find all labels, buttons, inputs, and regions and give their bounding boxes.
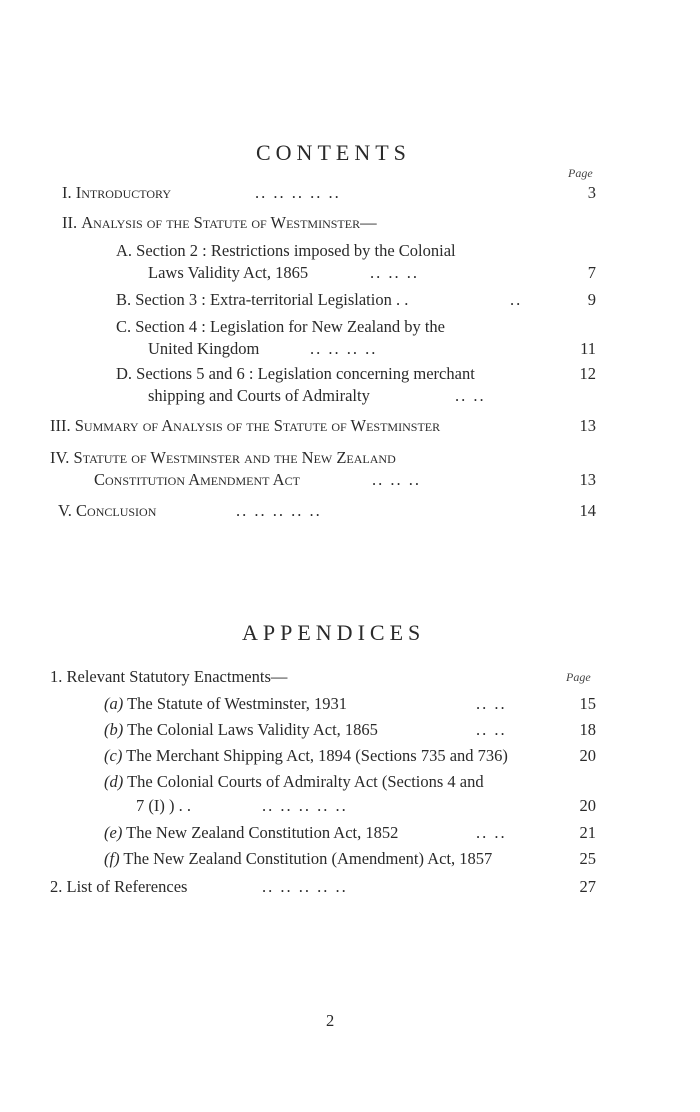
- contents-heading: CONTENTS: [256, 140, 411, 165]
- toc-title: Summary of Analysis of the Statute of Westminster: [74, 416, 441, 435]
- appendix-sub-item-b: [104, 719, 378, 741]
- toc-sub-entry-d-line2: shipping and Courts of Admiralty: [148, 386, 370, 405]
- appendix-text: The Merchant Shipping Act, 1894 (Sections 735 and 736): [126, 746, 508, 765]
- toc-leader-dots: .. .. ..: [370, 263, 419, 282]
- toc-leader-dots: .. ..: [455, 386, 486, 405]
- toc-numeral: II.: [62, 213, 78, 232]
- appendix-page-number: 25: [579, 849, 596, 868]
- appendix-page-number: 18: [579, 720, 596, 739]
- toc-page-number: 11: [580, 339, 596, 358]
- appendix-letter: (f): [104, 849, 120, 868]
- appendix-letter: (d): [104, 772, 124, 791]
- appendix-sub-item-a: [104, 693, 347, 715]
- toc-page-number: 14: [579, 501, 596, 520]
- appendix-leader-dots: .. .. .. .. ..: [262, 877, 348, 896]
- appendix-sub-item-e: [104, 822, 398, 844]
- toc-entry-analysis: [62, 212, 377, 234]
- appendix-page-number: 20: [579, 746, 596, 765]
- appendix-leader-dots: .. ..: [476, 720, 507, 739]
- toc-numeral: IV.: [50, 448, 70, 467]
- appendix-text: The New Zealand Constitution (Amendment) Act, 1857: [123, 849, 493, 868]
- toc-entry-introductory: [62, 182, 171, 204]
- toc-page-number: 12: [579, 364, 596, 383]
- appendices-heading: APPENDICES: [242, 620, 426, 645]
- toc-page-number: 3: [587, 183, 596, 202]
- toc-title: Conclusion: [76, 501, 157, 520]
- appendix-leader-dots: .. .. .. .. ..: [262, 796, 348, 815]
- appendix-letter: (b): [104, 720, 124, 739]
- appendix-text: The Colonial Courts of Admiralty Act (Sections 4 and: [127, 772, 484, 791]
- appendix-letter: (c): [104, 746, 123, 765]
- toc-sub-entry-b-line1: B. Section 3 : Extra-territorial Legislation . .: [116, 290, 409, 309]
- footer-page-number: 2: [326, 1011, 335, 1030]
- toc-entry-statute-line2: [94, 469, 300, 491]
- appendix-text: The New Zealand Constitution Act, 1852: [126, 823, 399, 842]
- toc-page-number: 9: [587, 290, 596, 309]
- toc-entry-summary: [50, 415, 440, 437]
- toc-page-number: 13: [579, 416, 596, 435]
- toc-numeral: I.: [62, 183, 72, 202]
- appendix-text: The Statute of Westminster, 1931: [127, 694, 348, 713]
- toc-numeral: III.: [50, 416, 71, 435]
- appendix-page-number: 20: [579, 796, 596, 815]
- toc-leader-dots: .. .. ..: [372, 470, 421, 489]
- toc-sub-entry-a-line2: Laws Validity Act, 1865: [148, 263, 309, 282]
- toc-sub-entry-d-line1: D. Sections 5 and 6 : Legislation concerning merchant: [116, 364, 475, 383]
- appendix-page-number: 15: [579, 694, 596, 713]
- toc-title: Statute of Westminster and the New Zealand: [73, 448, 396, 467]
- appendix-letter: (e): [104, 823, 123, 842]
- toc-sub-entry-c-line2: United Kingdom: [148, 339, 260, 358]
- appendix-sub-item-f: [104, 848, 492, 870]
- appendix-page-number: 21: [579, 823, 596, 842]
- appendices-page-label: Page: [566, 670, 591, 684]
- toc-entry-statute: [50, 447, 396, 469]
- appendix-text: The Colonial Laws Validity Act, 1865: [127, 720, 378, 739]
- toc-leader-dots: ..: [510, 290, 523, 309]
- appendix-item-1-title: 1. Relevant Statutory Enactments—: [50, 667, 288, 686]
- toc-leader-dots: .. .. .. ..: [310, 339, 378, 358]
- toc-leader-dots: .. .. .. .. ..: [236, 501, 322, 520]
- toc-sub-entry-c-line1: C. Section 4 : Legislation for New Zealand by the: [116, 317, 446, 336]
- appendix-item-2-title: 2. List of References: [50, 877, 188, 896]
- appendix-sub-item-c: [104, 745, 508, 767]
- toc-entry-conclusion: [58, 500, 156, 522]
- toc-title: Introductory: [75, 183, 172, 202]
- appendix-leader-dots: .. ..: [476, 694, 507, 713]
- toc-title: Analysis of the Statute of Westminster—: [81, 213, 377, 232]
- toc-numeral: V.: [58, 501, 72, 520]
- appendix-leader-dots: .. ..: [476, 823, 507, 842]
- toc-title: Constitution Amendment Act: [94, 470, 300, 489]
- appendix-letter: (a): [104, 694, 124, 713]
- appendix-sub-item-d: [104, 771, 484, 793]
- appendix-page-number: 27: [579, 877, 596, 896]
- contents-page-label: Page: [568, 166, 593, 180]
- appendix-sub-item-d-line2: 7 (I) ) . .: [136, 796, 191, 815]
- toc-page-number: 13: [579, 470, 596, 489]
- toc-page-number: 7: [587, 263, 596, 282]
- toc-sub-entry-a-line1: A. Section 2 : Restrictions imposed by the Colonial: [116, 241, 456, 260]
- toc-leader-dots: .. .. .. .. ..: [255, 183, 341, 202]
